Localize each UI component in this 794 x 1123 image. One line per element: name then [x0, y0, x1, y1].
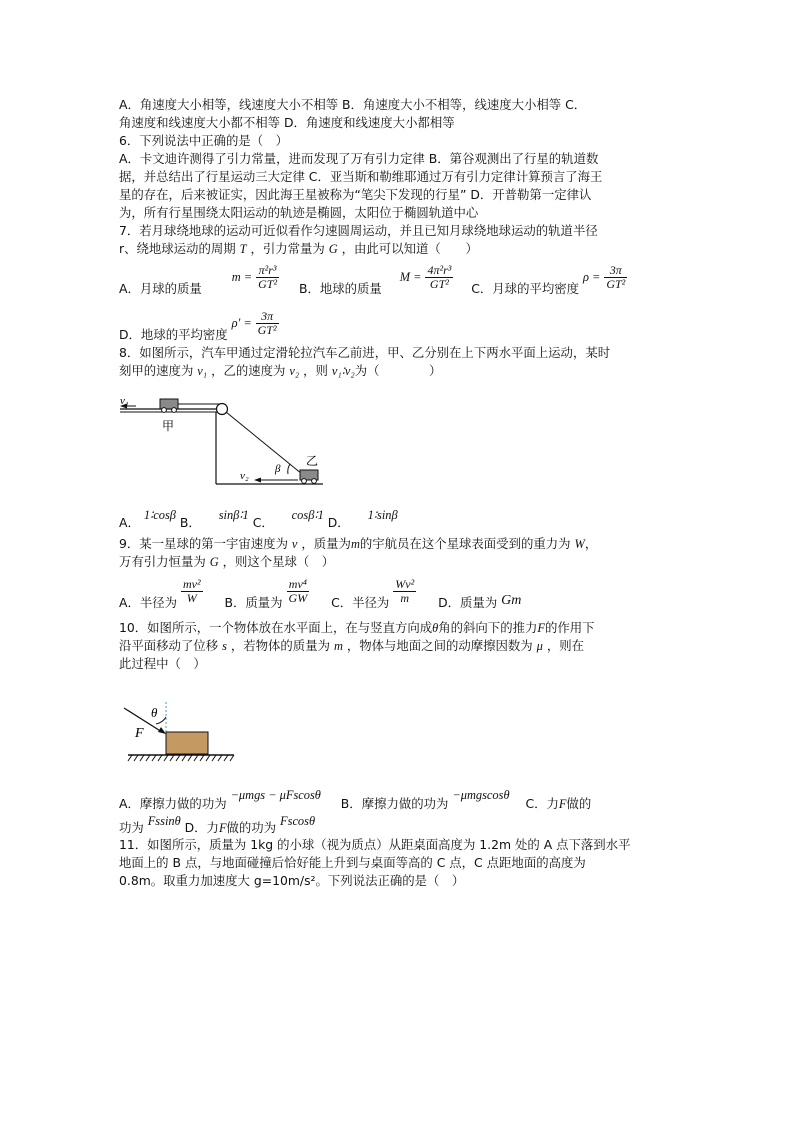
q8-label-v2: v₂: [240, 470, 249, 482]
q9-options: A．半径为 $\frac{\text{mv²}}{W}$ B．质量为 $\frac{\text{mv⁴}}{GW}$ C．半径为 $\frac{\text{Wv²}}{m}$ D．质量为 Gm: [119, 577, 522, 610]
q6-stem: 6．下列说法中正确的是（ ）: [119, 133, 288, 148]
q9-stem-2: 万有引力恒量为 G ，则这个星球（ ）: [119, 554, 335, 569]
q7-opt-c-fraction: $\frac{3\pi}{\text{GT²}}$: [606, 263, 626, 291]
q10-label-theta: θ: [151, 705, 158, 720]
q8-label-beta: β: [275, 463, 281, 475]
q10-label-F: F: [135, 726, 144, 741]
q6-line: 为，所有行星围绕太阳运动的轨迹是椭圆，太阳位于椭圆轨道中心: [119, 205, 479, 220]
q7-stem: 7．若月球绕地球的运动可近似看作匀速圆周运动，并且已知月球绕地球运动的轨道半径: [119, 223, 598, 238]
q6-line: 据，并总结出了行星运动三大定律 C．亚当斯和勒维耶通过万有引力定律计算预言了海王: [119, 169, 603, 184]
q8-options: A． 1∶cosβ B． sinβ∶1 C． cosβ∶1 D． 1∶sinβ: [119, 508, 398, 530]
q9-stem: 9．某一星球的第一宇宙速度为 v ，质量为m的宇航员在这个星球表面受到的重力为 W，: [119, 536, 598, 551]
q5-options-line-2: 角速度和线速度大小都不相等 D．角速度和线速度大小都相等: [119, 115, 455, 130]
q10-stem-3: 此过程中（ ）: [119, 656, 206, 671]
q8-stem: 8．如图所示，汽车甲通过定滑轮拉汽车乙前进，甲、乙分别在上下两水平面上运动，某时: [119, 345, 611, 360]
q8-stem-2: 刻甲的速度为 v₁ ，乙的速度为 v₂ ，则 v₁∶v₂为（ ）: [119, 363, 442, 378]
q11-line: 0.8m。取重力加速度大 g=10m/s²。下列说法正确的是（ ）: [119, 873, 465, 888]
q10-stem: 10．如图所示，一个物体放在水平面上，在与竖直方向成θ角的斜向下的推力F的作用下: [119, 620, 595, 635]
q10-stem-2: 沿平面移动了位移 s ，若物体的质量为 m ，物体与地面之间的动摩擦因数为 μ ，则在: [119, 638, 585, 653]
q9-opt-b-fraction: $\frac{\text{mv⁴}}{GW}$: [288, 577, 308, 605]
q7-opt-d-fraction: $\frac{3\pi}{\text{GT²}}$: [257, 309, 277, 337]
q10-options-line-1: A．摩擦力做的功为 −μmgs − μFscosθ B．摩擦力做的功为 −μmgscosθ C．力F做的: [119, 788, 592, 811]
q7-opt-a-fraction: $\frac{\text{π²r³}}{\text{GT²}}$: [258, 263, 278, 291]
q7-options-abc: A．月球的质量 m = $\frac{\text{π²r³}}{\text{GT²}}$ B．地球的质量 M = $\frac{\text{4π²r³}}{\text{GT²}}$ C．月球的平均密度 ρ = $\frac{3\pi}{\text{GT²}}$: [119, 263, 626, 296]
q6-line: A．卡文迪许测得了引力常量，进而发现了万有引力定律 B．第谷观测出了行星的轨道数: [119, 151, 599, 166]
q10-block-figure: [118, 700, 238, 768]
q10-options-line-2: 功为 Fssinθ D．力F做的功为 Fscosθ: [119, 814, 316, 835]
q5-options-line-1: A．角速度大小相等，线速度大小不相等 B．角速度大小不相等，线速度大小相等 C．: [119, 97, 587, 112]
q11-line: 地面上的 B 点，与地面碰撞后恰好能上升到与桌面等高的 C 点，C 点距地面的高度为: [119, 855, 586, 870]
q9-opt-c-fraction: $\frac{\text{Wv²}}{m}$: [395, 577, 415, 605]
q7-option-d: D．地球的平均密度 ρ' = $\frac{3\pi}{\text{GT²}}$: [119, 309, 277, 342]
q8-label-jia: 甲: [162, 419, 175, 433]
q7-opt-b-fraction: $\frac{\text{4π²r³}}{\text{GT²}}$: [427, 263, 452, 291]
q8-pulley-figure: [118, 392, 338, 494]
q8-label-yi: 乙: [306, 454, 319, 468]
q6-line: 星的存在，后来被证实，因此海王星被称为“笔尖下发现的行星” D．开普勒第一定律认: [119, 187, 592, 202]
q8-label-v1: v₁: [120, 395, 129, 407]
q7-stem-2: r、绕地球运动的周期 T ，引力常量为 G ，由此可以知道（ ）: [119, 241, 478, 256]
q11-line: 11．如图所示，质量为 1kg 的小球（视为质点）从距桌面高度为 1.2m 处的 A 点下落到水平: [119, 837, 631, 852]
q9-opt-a-fraction: $\frac{\text{mv²}}{W}$: [183, 577, 201, 605]
